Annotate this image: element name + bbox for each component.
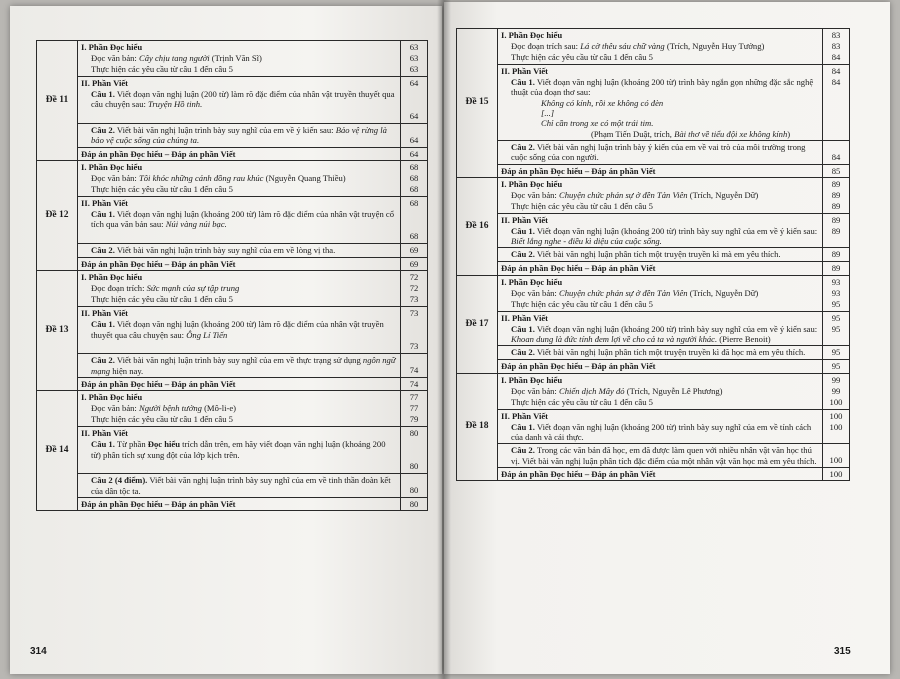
page-ref: 95 <box>831 323 841 334</box>
text-run: Viết bài văn nghị luận trình bày suy nghĩ của em về tinh thần đoàn kết của dân tộc ta. <box>91 475 391 496</box>
question-cau1 <box>501 77 819 98</box>
question-label: Câu 2. <box>511 249 535 260</box>
page-ref-cell <box>823 346 850 360</box>
page-ref-cell <box>823 409 850 444</box>
text-run: Biết lắng nghe - điều kì diệu của cuộc sống. <box>511 236 662 247</box>
page-ref: 95 <box>831 312 841 323</box>
doc-line <box>501 386 819 397</box>
question-cau1 <box>81 319 397 340</box>
doc-line <box>501 41 819 52</box>
right-toc-table <box>456 28 850 481</box>
toc-row <box>457 346 850 360</box>
toc-row <box>457 409 850 444</box>
page-ref: 80 <box>409 461 419 472</box>
page-ref: 63 <box>409 53 419 63</box>
question-cau2-cell <box>78 474 401 498</box>
viet-block <box>498 311 823 346</box>
page-ref-cell <box>823 140 850 164</box>
answer-line: Đáp án phần Đọc hiểu – Đáp án phần Viết <box>78 257 401 270</box>
de-label: Đề 12 <box>37 160 78 270</box>
toc-row <box>37 257 428 270</box>
question-cau2 <box>501 249 819 259</box>
doc-line <box>81 403 397 414</box>
section-heading: II. Phần Viết <box>501 214 549 225</box>
doc-line <box>81 53 397 64</box>
text-run: Viết đoạn văn nghị luận (khoảng 200 từ) trình bày suy nghĩ của em về ý kiến sau: <box>534 225 818 236</box>
question-label: Câu 2. <box>511 347 535 358</box>
toc-row <box>457 213 850 248</box>
text-run: Viết bài văn nghị luận phân tích một truyện truyền kì mà em yêu thích. <box>534 249 781 260</box>
text-run: Đọc văn bản: <box>91 172 139 183</box>
left-toc-table <box>36 40 428 511</box>
page-ref: 83 <box>831 41 841 51</box>
text-run: ngôn ngữ mạng <box>91 355 396 376</box>
toc-row <box>37 377 428 390</box>
page-ref: 69 <box>401 257 428 270</box>
question-label: Câu 1. <box>91 319 115 330</box>
text-run: Đọc văn bản: <box>91 53 139 63</box>
question-cau2 <box>81 245 397 255</box>
viet-block <box>78 77 401 124</box>
section-heading: I. Phần Đọc hiểu <box>81 161 143 172</box>
toc-row <box>37 427 428 474</box>
page-ref: 85 <box>823 164 850 177</box>
section-heading: II. Phần Viết <box>501 312 549 323</box>
question-label: Câu 1. <box>91 439 115 450</box>
doc-block <box>498 177 823 213</box>
text-run: (Trịnh Văn Sĩ) <box>209 53 262 63</box>
answer-line: Đáp án phần Đọc hiểu – Đáp án phần Viết <box>498 262 823 275</box>
toc-row <box>457 444 850 468</box>
page-ref: 63 <box>409 42 419 52</box>
question-cau1 <box>81 209 397 230</box>
text-run: Thực hiện các yêu cầu từ câu 1 đến câu 5 <box>91 294 233 305</box>
page-ref-cell <box>401 160 428 196</box>
page-ref: 80 <box>401 497 428 510</box>
page-ref: 64 <box>409 111 419 121</box>
page-ref-cell <box>401 41 428 77</box>
question-label: Câu 1. <box>511 77 535 87</box>
page-ref: 95 <box>831 298 841 309</box>
page-ref: 80 <box>409 484 419 495</box>
page-ref: 68 <box>409 161 419 172</box>
text-run: Bảo vệ rừng là bảo vệ cuộc sống của chúng ta. <box>91 125 387 146</box>
text-run: Viết đoạn văn nghị luận (khoảng 200 từ) trình bày suy nghĩ của em về tính cách của danh và cái thực. <box>511 421 812 442</box>
question-cau2 <box>501 347 819 357</box>
text-run: Cây chịu tang người <box>138 53 210 63</box>
section-heading: I. Phần Đọc hiểu <box>81 272 143 283</box>
question-cau2 <box>81 355 397 376</box>
text-run: Trong các văn bản đã học, em đã được làm quen với nhiều nhân vật văn học thú vị. Viết bài văn nghị luận phân tích đặc điểm của một nhân vật văn học mà em yêu thích. <box>511 445 817 466</box>
text-run: Thực hiện các yêu cầu từ câu 1 đến câu 5 <box>91 64 233 74</box>
section-heading: II. Phần Viết <box>81 197 129 208</box>
page-ref: 100 <box>829 410 843 421</box>
page-ref: 89 <box>831 225 841 236</box>
page-ref: 68 <box>409 197 419 208</box>
question-label: Câu 1. <box>511 225 535 236</box>
page-ref: 89 <box>831 189 841 200</box>
doc-line <box>81 294 397 305</box>
page-ref: 73 <box>409 294 419 305</box>
page-ref-cell <box>823 311 850 346</box>
text-run: (Phạm Tiến Duật, trích, <box>591 128 675 139</box>
page-ref: 99 <box>831 374 841 385</box>
text-run: (Mô-li-e) <box>201 403 237 414</box>
page-ref-cell <box>401 243 428 257</box>
page-number-right: 315 <box>834 646 851 657</box>
page-ref-cell <box>823 373 850 409</box>
page-ref: 64 <box>409 78 419 88</box>
doc-line <box>501 288 819 299</box>
viet-block <box>498 65 823 141</box>
text-run: ) <box>787 128 791 139</box>
toc-row <box>457 177 850 213</box>
toc-row <box>37 124 428 148</box>
text-run: Viết đoạn văn nghị luận (khoảng 200 từ) trình bày ngắn gọn những đặc sắc nghệ thuật của đoạn thơ sau: <box>511 77 814 98</box>
page-ref: 84 <box>831 66 841 76</box>
page-ref: 99 <box>831 385 841 396</box>
page-ref: 89 <box>831 214 841 225</box>
text-run: Từ phần <box>114 439 148 450</box>
poem-line: Chỉ cần trong xe có một trái tim. <box>541 118 654 129</box>
page-ref: 100 <box>829 454 843 465</box>
poem-line: Không có kính, rồi xe không có đèn <box>541 97 664 108</box>
question-cau2-cell <box>498 444 823 468</box>
page-ref: 84 <box>831 52 841 62</box>
doc-line: Thực hiện các yêu cầu từ câu 1 đến câu 5 <box>511 200 653 211</box>
page-ref: 63 <box>409 64 419 74</box>
question-cau2-cell <box>78 124 401 148</box>
question-cau1 <box>81 439 397 460</box>
question-label: Câu 2. <box>91 244 115 255</box>
question-label: Câu 1. <box>511 421 535 432</box>
page-ref-cell <box>823 275 850 311</box>
toc-row <box>37 497 428 510</box>
page-ref-cell <box>401 354 428 378</box>
page-ref: 100 <box>829 421 843 432</box>
page-ref: 77 <box>409 403 419 414</box>
section-heading: II. Phần Viết <box>81 428 129 439</box>
text-run: Đọc văn bản: <box>511 287 559 298</box>
text-run: Viết đoạn văn nghị luận (khoảng 200 từ) trình bày suy nghĩ của em về ý kiến sau: <box>534 323 818 334</box>
page-ref-cell <box>401 77 428 124</box>
page-ref: 93 <box>831 287 841 298</box>
poem-line: [...] <box>541 107 555 118</box>
toc-row <box>457 275 850 311</box>
text-run: Viết bài văn nghị luận trình bày suy nghĩ của em về ý kiến sau: <box>114 125 336 135</box>
page-ref: 64 <box>409 134 419 145</box>
toc-row <box>457 248 850 262</box>
question-label: Câu 1. <box>91 208 115 219</box>
page-ref-cell <box>823 444 850 468</box>
page-ref: 89 <box>823 262 850 275</box>
answer-line: Đáp án phần Đọc hiểu – Đáp án phần Viết <box>78 147 401 160</box>
toc-row <box>457 140 850 164</box>
question-cau1 <box>501 422 819 443</box>
de-label: Đề 16 <box>457 177 498 275</box>
doc-block <box>78 391 401 427</box>
text-run: Thực hiện các yêu cầu từ câu 1 đến câu 5 <box>91 183 233 194</box>
question-cau1 <box>501 226 819 247</box>
page-ref-cell <box>401 124 428 148</box>
text-run: Bài thơ về tiểu đội xe không kính <box>674 128 788 139</box>
text-run: Đọc đoạn trích sau: <box>511 41 581 51</box>
section-heading: II. Phần Viết <box>81 78 129 88</box>
doc-block <box>498 29 823 65</box>
page-ref-cell <box>823 65 850 141</box>
page-ref: 95 <box>823 360 850 373</box>
question-cau1 <box>501 324 819 345</box>
page-ref: 73 <box>409 308 419 319</box>
answer-line: Đáp án phần Đọc hiểu – Đáp án phần Viết <box>498 164 823 177</box>
toc-row <box>457 467 850 480</box>
doc-block <box>498 275 823 311</box>
toc-row <box>37 243 428 257</box>
page-ref: 100 <box>829 396 843 407</box>
text-run: Viết bài văn nghị luận phân tích một truyện truyền kì đã học mà em yêu thích. <box>534 347 806 358</box>
text-run: Chuyện chức phán sự ở đền Tản Viên <box>558 287 688 298</box>
doc-line <box>501 190 819 201</box>
book-gutter <box>437 0 451 679</box>
doc-line <box>81 414 397 425</box>
page-ref: 74 <box>401 377 428 390</box>
page-ref: 74 <box>409 364 419 375</box>
page-ref: 89 <box>831 200 841 211</box>
toc-row <box>457 373 850 409</box>
text-run: trích dẫn trên, em hãy viết đoạn văn nghị luận (khoảng 200 từ) phân tích sự xung đột của lớp kịch trên. <box>91 439 386 460</box>
question-label: Câu 2. <box>511 445 535 456</box>
section-heading: I. Phần Đọc hiểu <box>501 178 563 189</box>
section-heading: II. Phần Viết <box>501 410 549 421</box>
text-run: Đọc văn bản: <box>511 189 559 200</box>
question-cau2 <box>501 142 819 163</box>
page-ref-cell <box>401 307 428 354</box>
viet-block <box>78 307 401 354</box>
toc-row <box>37 307 428 354</box>
page-ref: 89 <box>831 249 841 260</box>
page-ref: 72 <box>409 272 419 283</box>
answer-line: Đáp án phần Đọc hiểu – Đáp án phần Viết <box>498 467 823 480</box>
question-cau2-cell <box>498 346 823 360</box>
toc-row <box>457 262 850 275</box>
toc-row <box>37 271 428 307</box>
text-run: (Trích, Nguyễn Huy Tưởng) <box>664 41 765 51</box>
section-heading: II. Phần Viết <box>501 66 549 76</box>
toc-row <box>37 147 428 160</box>
spacer <box>401 209 427 231</box>
question-label: Câu 2. <box>91 355 115 366</box>
de-label: Đề 17 <box>457 275 498 373</box>
page-ref-cell <box>823 248 850 262</box>
toc-row <box>37 196 428 243</box>
question-label: Câu 2. <box>91 125 115 135</box>
doc-line <box>81 184 397 195</box>
text-run: Thực hiện các yêu cầu từ câu 1 đến câu 5 <box>91 414 233 425</box>
page-ref: 89 <box>831 178 841 189</box>
doc-block <box>78 41 401 77</box>
question-cau2-cell <box>498 248 823 262</box>
question-cau2 <box>501 445 819 466</box>
doc-line <box>81 64 397 75</box>
text-run: Đọc văn bản: <box>511 385 559 396</box>
question-label: Câu 1. <box>91 89 115 99</box>
toc-row <box>37 474 428 498</box>
doc-block <box>78 271 401 307</box>
page-ref: 79 <box>409 414 419 425</box>
section-heading: I. Phần Đọc hiểu <box>501 374 563 385</box>
viet-block <box>78 427 401 474</box>
page-ref: 77 <box>409 392 419 403</box>
toc-row <box>37 41 428 77</box>
question-label: Câu 2. <box>511 141 535 152</box>
poem-source <box>501 129 819 139</box>
page-ref-cell <box>401 391 428 427</box>
toc-row <box>37 354 428 378</box>
text-run: Núi vàng núi bạc. <box>165 219 227 230</box>
doc-block <box>78 160 401 196</box>
section-heading: I. Phần Đọc hiểu <box>501 30 563 40</box>
page-ref-cell <box>401 427 428 474</box>
text-run: Tôi khóc những cánh đồng rau khúc <box>138 172 264 183</box>
text-run: Sức mạnh của sự tập trung <box>146 283 240 294</box>
answer-line: Đáp án phần Đọc hiểu – Đáp án phần Viết <box>498 360 823 373</box>
viet-block <box>498 409 823 444</box>
de-label: Đề 13 <box>37 271 78 391</box>
answer-line: Đáp án phần Đọc hiểu – Đáp án phần Viết <box>78 497 401 510</box>
doc-block <box>498 373 823 409</box>
page-ref: 68 <box>409 230 419 241</box>
toc-row <box>37 160 428 196</box>
page-ref: 84 <box>831 151 841 162</box>
text-run: Viết bài văn nghị luận trình bày suy nghĩ của em về thực trạng sử dụng <box>114 355 363 366</box>
section-heading: I. Phần Đọc hiểu <box>501 276 563 287</box>
question-cau2-cell <box>498 140 823 164</box>
toc-row <box>457 360 850 373</box>
page-ref: 93 <box>831 276 841 287</box>
page-ref-cell <box>401 271 428 307</box>
page-ref: 84 <box>831 77 841 87</box>
viet-block <box>78 196 401 243</box>
doc-line <box>81 173 397 184</box>
question-cau2 <box>81 125 397 146</box>
text-run: Truyện Hồ tinh. <box>148 99 203 110</box>
toc-row <box>457 164 850 177</box>
toc-row <box>457 311 850 346</box>
text-run: Ông Lí Tiến <box>186 329 228 340</box>
page-ref: 83 <box>831 30 841 40</box>
page-number-left: 314 <box>30 646 47 657</box>
doc-line <box>81 283 397 294</box>
text-run: Viết đoạn văn nghị luận (200 từ) làm rõ đặc điểm của nhân vật truyền thuyết qua câu chuyện sau: <box>91 89 395 110</box>
section-heading: I. Phần Đọc hiểu <box>81 42 143 52</box>
spacer <box>401 439 427 461</box>
page-ref-cell <box>401 474 428 498</box>
page-ref-cell <box>823 29 850 65</box>
question-cau1 <box>81 89 397 110</box>
text-run: Viết đoạn văn nghị luận (khoảng 200 từ) làm rõ đặc điểm của nhân vật truyện cổ tích qua văn bản sau: <box>91 208 395 230</box>
de-label: Đề 18 <box>457 373 498 481</box>
text-run: Lá cờ thêu sáu chữ vàng <box>580 41 665 51</box>
text-run: Đọc đoạn trích: <box>91 283 147 294</box>
text-run: Chuyện chức phán sự ở đền Tản Viên <box>558 189 688 200</box>
question-cau2-cell <box>78 354 401 378</box>
doc-line: Thực hiện các yêu cầu từ câu 1 đến câu 5 <box>511 52 653 62</box>
text-run: Chiến dịch Mây đỏ <box>558 385 625 396</box>
section-heading: I. Phần Đọc hiểu <box>81 392 143 403</box>
page-ref: 100 <box>823 467 850 480</box>
text-run: (Pierre Benoit) <box>717 334 771 345</box>
page-ref: 72 <box>409 283 419 294</box>
answer-line: Đáp án phần Đọc hiểu – Đáp án phần Viết <box>78 377 401 390</box>
page-ref: 69 <box>409 244 419 255</box>
viet-block <box>498 213 823 248</box>
page-ref-cell <box>823 213 850 248</box>
text-run: Viết bài văn nghị luận trình bày suy nghĩ của em về lòng vị tha. <box>114 244 336 255</box>
doc-line: Thực hiện các yêu cầu từ câu 1 đến câu 5 <box>511 298 653 309</box>
text-run: Viết bài văn nghị luận trình bày ý kiến của em về vai trò của môi trường trong cuộc sống của con người. <box>511 141 806 163</box>
page-ref: 68 <box>409 183 419 194</box>
question-label: Câu 2 (4 điểm). <box>91 475 148 486</box>
toc-row <box>37 391 428 427</box>
text-run: Người bệnh tưởng <box>138 403 202 414</box>
text-run: Đọc hiểu <box>147 439 181 450</box>
question-cau2 <box>81 475 397 496</box>
spacer <box>401 89 427 111</box>
page-ref: 95 <box>831 347 841 358</box>
de-label: Đề 11 <box>37 41 78 161</box>
doc-line: Thực hiện các yêu cầu từ câu 1 đến câu 5 <box>511 396 653 407</box>
text-run: Đọc văn bản: <box>91 403 139 414</box>
de-label: Đề 15 <box>457 29 498 178</box>
page-ref: 80 <box>409 428 419 439</box>
text-run: (Trích, Nguyễn Dữ) <box>687 287 759 298</box>
toc-row <box>37 77 428 124</box>
toc-row <box>457 65 850 141</box>
text-run: (Trích, Nguyễn Lê Phương) <box>624 385 723 396</box>
question-label: Câu 1. <box>511 323 535 334</box>
text-run: Viết đoạn văn nghị luận (khoảng 200 từ) làm rõ đặc điểm của nhân vật truyền thuyết qua câu chuyện sau: <box>91 319 384 340</box>
page-ref-cell <box>823 177 850 213</box>
question-cau2-cell <box>78 243 401 257</box>
text-run: (Nguyễn Quang Thiều) <box>263 172 346 183</box>
page-ref: 73 <box>409 341 419 352</box>
text-run: Khoan dung là đức tính đem lợi về cho cả ta và người khác. <box>511 334 718 345</box>
page-ref: 68 <box>409 172 419 183</box>
spacer <box>401 319 427 341</box>
page-ref: 64 <box>401 147 428 160</box>
toc-row <box>457 29 850 65</box>
text-run: (Trích, Nguyễn Dữ) <box>687 189 759 200</box>
de-label: Đề 14 <box>37 391 78 511</box>
section-heading: II. Phần Viết <box>81 308 129 319</box>
page-ref-cell <box>401 196 428 243</box>
text-run: hiện nay. <box>110 365 144 376</box>
